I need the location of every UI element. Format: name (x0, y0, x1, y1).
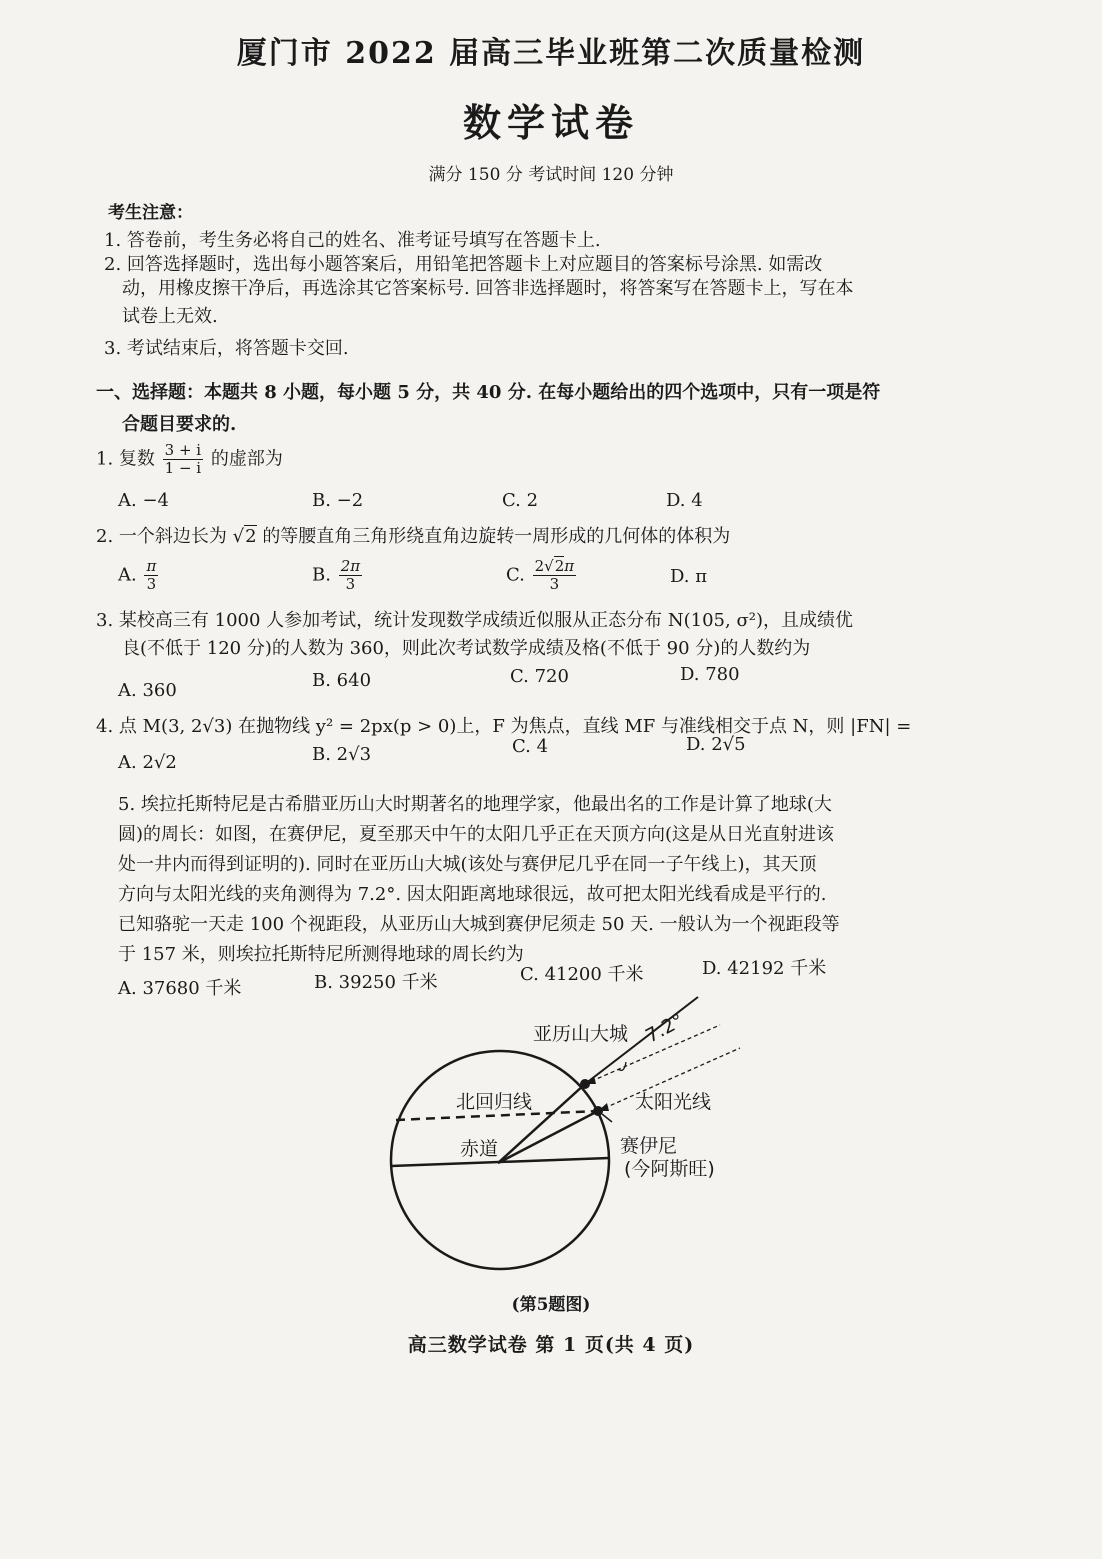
q4-option-c: C. 4 (512, 736, 549, 757)
notice-item: 1. 答卷前，考生务必将自己的姓名、准考证号填写在答题卡上. (104, 230, 601, 251)
syene-pointer (602, 1114, 612, 1122)
label-angle: 7.2° (642, 1009, 688, 1048)
q2-option-c-den: 3 (549, 575, 560, 593)
angle-arc (618, 1062, 626, 1070)
notice-item: 试卷上无效. (122, 306, 218, 327)
q3-option-b: B. 640 (312, 670, 372, 691)
paper-title: 数学试卷 (462, 100, 639, 145)
q2-prefix: 2. 一个斜边长为 (96, 526, 227, 547)
label-sunlight: 太阳光线 (635, 1091, 712, 1113)
q5-option-b: B. 39250 千米 (314, 972, 438, 993)
section-heading: 一、选择题：本题共 8 小题，每小题 5 分，共 40 分. 在每小题给出的四个选项中，只有一项是符 (96, 382, 881, 403)
q2-option-a-num: π (146, 557, 157, 575)
notice-item: 3. 考试结束后，将答题卡交回. (104, 338, 349, 359)
label-syene: 赛伊尼 (620, 1135, 678, 1157)
question-1 (96, 442, 283, 477)
q1-option-b: B. −2 (312, 490, 364, 511)
q2-sqrt-arg: 2 (245, 526, 257, 547)
label-tropic: 北回归线 (456, 1091, 533, 1113)
question-3-line2: 良(不低于 120 分)的人数为 360，则此次考试数学成绩及格(不低于 90 分)的人数约为 (122, 638, 811, 659)
q2-option-a (118, 558, 160, 593)
paper-subtitle: 满分 150 分 考试时间 120 分钟 (428, 165, 674, 185)
q4-option-a: A. 2√2 (118, 752, 177, 773)
question-5-line: 已知骆驼一天走 100 个视距段，从亚历山大城到赛伊尼须走 50 天. 一般认为一个视距段等 (118, 914, 840, 935)
q5-option-a: A. 37680 千米 (118, 978, 242, 999)
q2-option-c: C. $\frac{2√2\pi}{3}$ (506, 557, 575, 593)
q2-option-c-num-coef: 2 (534, 557, 545, 575)
syene-point (593, 1106, 603, 1116)
q1-frac-num: 3 + i (164, 441, 202, 459)
q2-option-b-label: B. (312, 564, 331, 586)
q2-option-c-num-pi: π (564, 557, 575, 575)
q1-option-c: C. 2 (502, 490, 539, 511)
section-heading-cont: 合题目要求的. (122, 414, 237, 435)
question-5-line: 于 157 米，则埃拉托斯特尼所测得地球的周长约为 (118, 944, 524, 965)
figure-5-diagram (380, 990, 780, 1290)
q2-option-a-den: 3 (146, 575, 157, 593)
page-footer: 高三数学试卷 第 1 页(共 4 页) (407, 1334, 695, 1356)
question-5-line: 处一井内而得到证明的). 同时在亚历山大城(该处与赛伊尼几乎在同一子午线上)，其天顶 (118, 854, 817, 875)
q5-option-d: D. 42192 千米 (702, 958, 827, 979)
q2-option-b (312, 558, 364, 593)
figure-caption: (第5题图) (511, 1295, 591, 1315)
question-5-line: 5. 埃拉托斯特尼是古希腊亚历山大时期著名的地理学家，他最出名的工作是计算了地球(大 (118, 794, 832, 815)
label-aswan: (今阿斯旺) (624, 1158, 715, 1180)
q3-option-d: D. 780 (680, 664, 740, 685)
q1-option-a: A. −4 (118, 490, 169, 511)
q1-suffix: 的虚部为 (210, 448, 283, 470)
question-2: 2. 一个斜边长为 √2 的等腰直角三角形绕直角边旋转一周形成的几何体的体积为 (96, 526, 731, 547)
q1-frac-den: 1 − i (164, 459, 202, 477)
q4-option-d: D. 2√5 (686, 734, 746, 755)
label-equator: 赤道 (460, 1138, 499, 1160)
q2-option-b-den: 3 (345, 575, 356, 593)
q2-option-b-num: 2π (340, 557, 361, 575)
q5-option-c: C. 41200 千米 (520, 964, 644, 985)
alexandria-point (580, 1079, 590, 1089)
q2-option-d: D. π (670, 566, 708, 587)
q2-option-c-num-sqrt: 2 (554, 557, 565, 575)
q1-fraction (163, 442, 203, 477)
q4-option-b: B. 2√3 (312, 744, 372, 765)
q3-option-a: A. 360 (118, 680, 177, 701)
question-5-line: 方向与太阳光线的夹角测得为 7.2°. 因太阳距离地球很远，故可把太阳光线看成是平行的. (118, 884, 827, 905)
exam-title: 厦门市 2022 届高三毕业班第二次质量检测 (236, 36, 866, 71)
notice-heading: 考生注意： (108, 203, 193, 223)
q1-prefix: 1. 复数 (96, 448, 155, 470)
label-alexandria: 亚历山大城 (533, 1023, 629, 1045)
notice-item: 动，用橡皮擦干净后，再选涂其它答案标号. 回答非选择题时，将答案写在答题卡上，写在本 (122, 278, 854, 299)
q2-option-a-label: A. (118, 564, 137, 586)
question-3-line1: 3. 某校高三有 1000 人参加考试，统计发现数学成绩近似服从正态分布 N(105, σ²)，且成绩优 (96, 610, 853, 631)
notice-item: 2. 回答选择题时，选出每小题答案后，用铅笔把答题卡上对应题目的答案标号涂黑. 如需改 (104, 254, 823, 275)
q3-option-c: C. 720 (510, 666, 569, 687)
q1-option-d: D. 4 (666, 490, 703, 511)
q2-suffix: 的等腰直角三角形绕直角边旋转一周形成的几何体的体积为 (262, 526, 731, 547)
question-4: 4. 点 M(3, 2√3) 在抛物线 y² = 2px(p > 0)上，F 为焦点，直线 MF 与准线相交于点 N，则 |FN| = (96, 716, 912, 737)
q2-option-c-label: C. (506, 564, 525, 586)
question-5-line: 圆)的周长：如图，在赛伊尼，夏至那天中午的太阳几乎正在天顶方向(这是从日光直射进该 (118, 824, 835, 845)
